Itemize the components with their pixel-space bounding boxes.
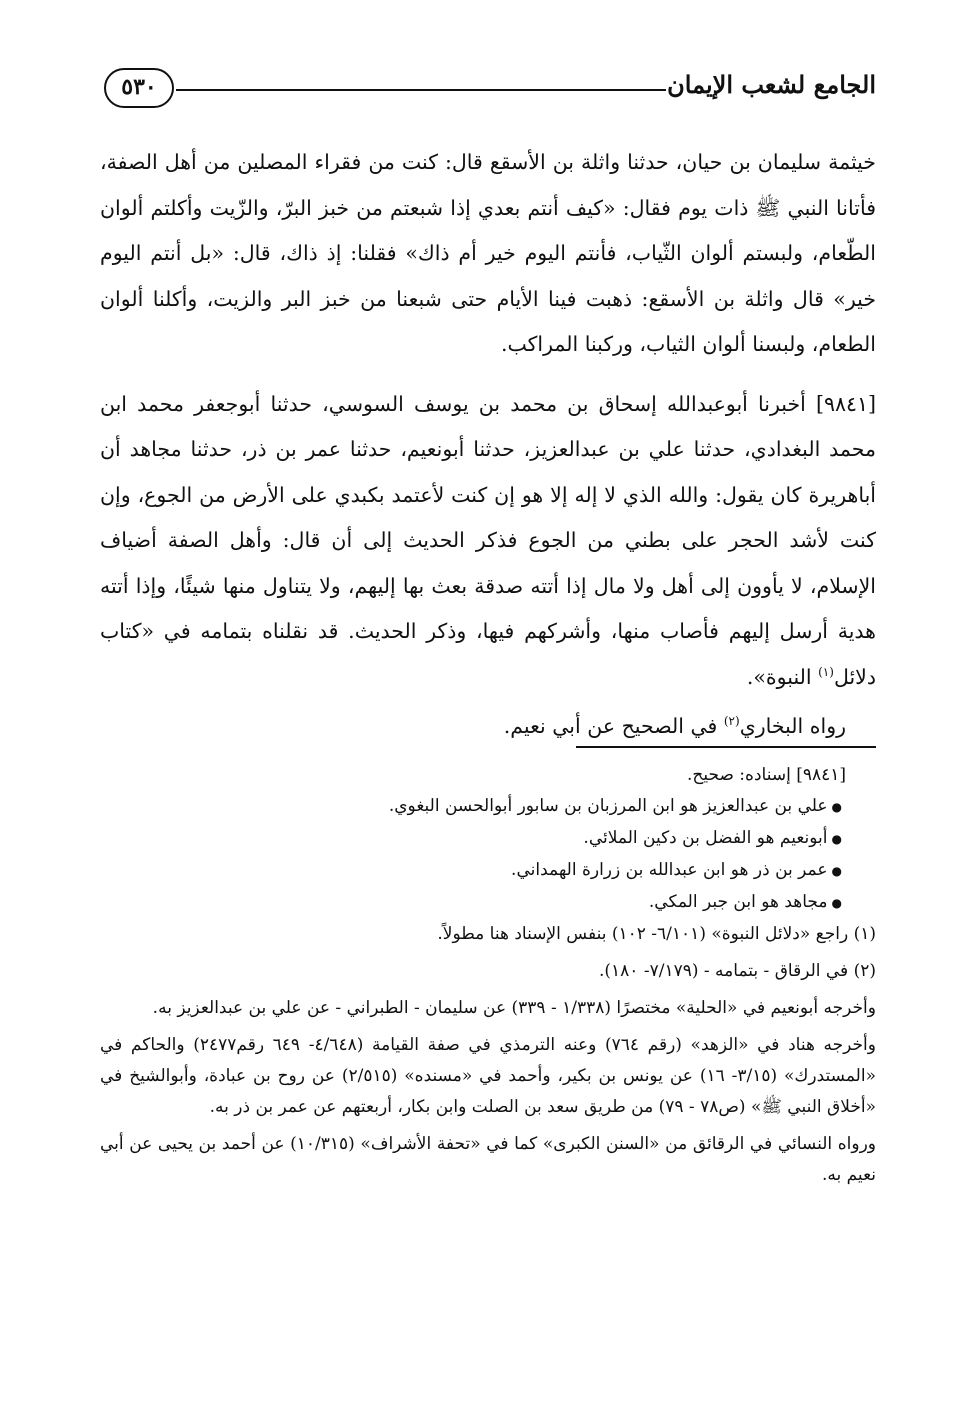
- list-item-text: أبونعيم هو الفضل بن دكين الملائي.: [583, 828, 828, 848]
- footnote-paragraph: وأخرجه أبونعيم في «الحلية» مختصرًا (١/٣٣٨ - ٣٣٩) عن سليمان - الطبراني - عن علي بن عبدالعزيز به.: [152, 998, 876, 1018]
- bullet-icon: ●: [831, 800, 842, 814]
- main-paragraph: [100, 382, 876, 701]
- list-item-text: عمر بن ذر هو ابن عبدالله بن زرارة الهمداني.: [511, 860, 828, 880]
- paragraph-text: النبوة».: [746, 664, 819, 689]
- footnote-2: (٢) في الرقاق - بتمامه - (٧/١٧٩- ١٨٠).: [599, 961, 876, 981]
- main-paragraph: خيثمة سليمان بن حيان، حدثنا واثلة بن الأسقع قال: كنت من فقراء المصلين من أهل الصفة، فأتانا النبي ﷺ ذات يوم فقال: «كيف أنتم بعدي إذا شبعتم من خبز البرّ، والزّيت وأكلتم ألوان الطّعام، ولبستم ألوان الثّياب، فأنتم اليوم خير أم ذاك» فقلنا: إذ ذاك، قال: «بل أنتم اليوم خير» قال واثلة بن الأسقع: ذهبت فينا الأيام حتى شبعنا من خبز البر والزيت، وأكلنا ألوان الطعام، ولبسنا ألوان الثياب، وركبنا المراكب.: [100, 150, 876, 356]
- footnote-paragraph: وأخرجه هناد في «الزهد» (رقم ٧٦٤) وعنه الترمذي في صفة القيامة (٤/٦٤٨- ٦٤٩ رقم٢٤٧٧) والحاكم في «المستدرك» (٣/١٥- ١٦) عن يونس بن بكير، وأحمد في «مسنده» (٢/٥١٥) عن روح بن عبادة، وأبوالشيخ في «أخلاق النبي ﷺ» (ص٧٨ - ٧٩) من طريق سعد بن الصلت وابن بكار، أربعتهم عن عمر بن ذر به.: [100, 1035, 876, 1117]
- paragraph-text: رواه البخاري: [739, 714, 846, 738]
- footnote-heading: [٩٨٤١] إسناده: صحيح.: [686, 765, 846, 785]
- bullet-icon: ●: [831, 832, 842, 846]
- paragraph-text: في الصحيح عن أبي نعيم.: [503, 714, 724, 738]
- main-paragraph: [100, 704, 876, 750]
- list-item: [100, 791, 842, 823]
- bullet-icon: ●: [831, 864, 842, 878]
- main-text: [100, 140, 876, 750]
- running-title: الجامع لشعب الإيمان: [667, 70, 876, 99]
- list-item: [100, 887, 842, 919]
- list-item-text: مجاهد هو ابن جبر المكي.: [648, 892, 828, 912]
- list-item-text: علي بن عبدالعزيز هو ابن المرزبان بن سابور أبوالحسن البغوي.: [388, 796, 828, 816]
- footnotes: [100, 760, 876, 1191]
- page-number: ٥٣٠: [104, 68, 174, 108]
- page-header: [104, 62, 876, 122]
- header-rule: [176, 89, 666, 91]
- footnote-marker[interactable]: (٢): [723, 714, 740, 729]
- narrator-list: [100, 791, 876, 919]
- footnote-separator: [576, 746, 876, 748]
- footnote-marker[interactable]: (١): [818, 664, 834, 679]
- list-item: [100, 823, 842, 855]
- paragraph-text: [٩٨٤١] أخبرنا أبوعبدالله إسحاق بن محمد بن يوسف السوسي، حدثنا أبوجعفر محمد ابن محمد البغدادي، حدثنا علي بن عبدالعزيز، حدثنا أبونعيم، حدثنا عمر بن ذر، حدثنا مجاهد أن أباهريرة كان يقول: والله الذي لا إله إلا هو إن كنت لأعتمد بكبدي على الأرض من الجوع، وإن كنت لأشد الحجر على بطني من الجوع فذكر الحديث إلى أن قال: وأهل الصفة أضياف الإسلام، لا يأوون إلى أهل ولا مال إذا أتته صدقة بعث بها إليهم، ولا يتناول منها شيئًا، وإذا أتته هدية أرسل إليهم فأصاب منها، وأشركهم فيها، وذكر الحديث. قد نقلناه بتمامه في «كتاب دلائل: [100, 391, 876, 689]
- footnote-paragraph: ورواه النسائي في الرقائق من «السنن الكبرى» كما في «تحفة الأشراف» (١٠/٣١٥) عن أحمد بن يحيى عن أبي نعيم به.: [100, 1134, 876, 1185]
- bullet-icon: ●: [831, 896, 842, 910]
- list-item: [100, 855, 842, 887]
- footnote-1: (١) راجع «دلائل النبوة» (٦/١٠١- ١٠٢) بنفس الإسناد هنا مطولاً.: [437, 924, 876, 944]
